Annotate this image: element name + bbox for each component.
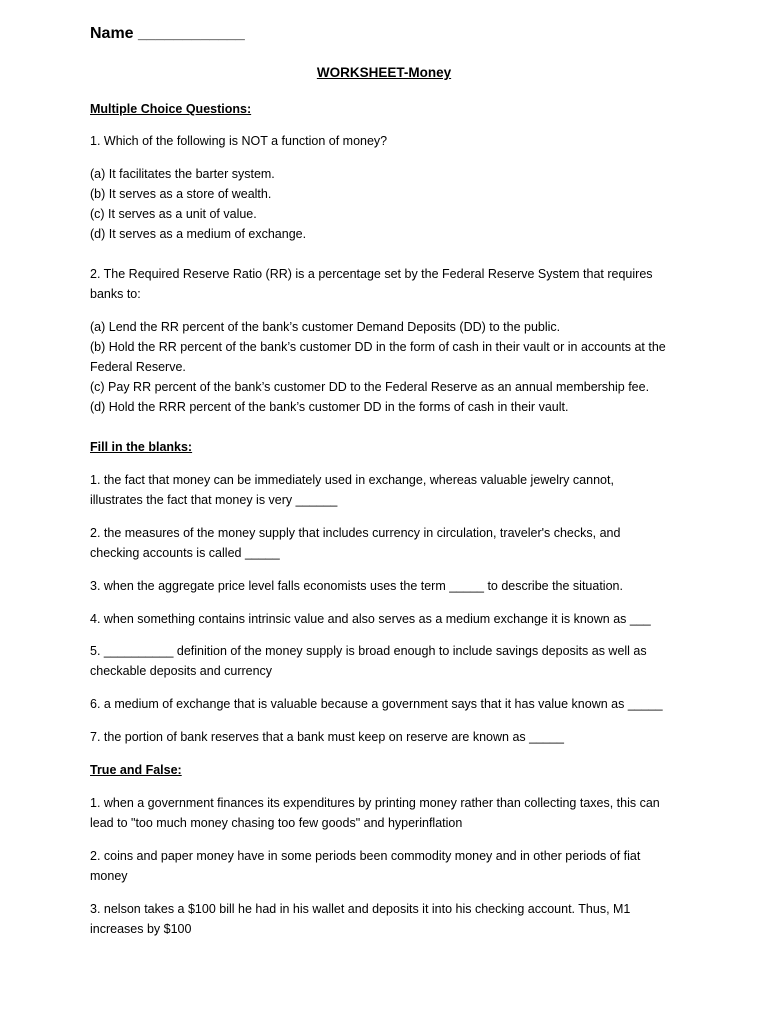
- mcq-q2-option-d: (d) Hold the RRR percent of the bank’s customer DD in the forms of cash in their vault.: [90, 400, 569, 414]
- fill-item-2-line-2: checking accounts is called _____: [90, 546, 280, 560]
- mcq-q2-option-c: (c) Pay RR percent of the bank’s customer DD to the Federal Reserve as an annual membership fee.: [90, 380, 650, 394]
- tf-item-3-line-1: 3. nelson takes a $100 bill he had in his wallet and deposits it into his checking account. Thus, M1: [90, 902, 631, 916]
- tf-item-3-line-2: increases by $100: [90, 922, 192, 936]
- tf-heading: True and False:: [90, 763, 182, 777]
- mcq-q1-stem: 1. Which of the following is NOT a function of money?: [90, 134, 388, 148]
- mcq-q2-option-a: (a) Lend the RR percent of the bank’s customer Demand Deposits (DD) to the public.: [90, 320, 561, 334]
- tf-item-1-line-2: lead to "too much money chasing too few goods" and hyperinflation: [90, 816, 463, 830]
- mcq-q2-stem-line-2: banks to:: [90, 287, 141, 301]
- fill-item-5-line-1: 5. __________ definition of the money supply is broad enough to include savings deposits as well as: [90, 644, 647, 658]
- fill-item-1-line-2: illustrates the fact that money is very ______: [90, 493, 338, 507]
- fill-item-2-line-1: 2. the measures of the money supply that includes currency in circulation, traveler's checks, and: [90, 526, 621, 540]
- mcq-q2-stem-line-1: 2. The Required Reserve Ratio (RR) is a percentage set by the Federal Reserve System that requires: [90, 267, 653, 281]
- name-field-label: Name ____________: [90, 25, 245, 42]
- tf-item-2-line-2: money: [90, 869, 128, 883]
- mcq-q2-option-b-line-1: (b) Hold the RR percent of the bank’s customer DD in the form of cash in their vault or in accounts at the: [90, 340, 666, 354]
- fill-item-3: 3. when the aggregate price level falls economists uses the term _____ to describe the situation.: [90, 579, 623, 593]
- worksheet-title: WORKSHEET-Money: [316, 65, 452, 80]
- fill-item-6: 6. a medium of exchange that is valuable because a government says that it has value known as _____: [90, 697, 663, 711]
- fill-item-1-line-1: 1. the fact that money can be immediately used in exchange, whereas valuable jewelry cannot,: [90, 473, 614, 487]
- mcq-q1-option-c: (c) It serves as a unit of value.: [90, 207, 257, 221]
- fill-item-7: 7. the portion of bank reserves that a bank must keep on reserve are known as _____: [90, 730, 564, 744]
- mcq-q2-option-b-line-2: Federal Reserve.: [90, 360, 186, 374]
- tf-item-2-line-1: 2. coins and paper money have in some periods been commodity money and in other periods of fiat: [90, 849, 641, 863]
- mcq-q1-option-d: (d) It serves as a medium of exchange.: [90, 227, 307, 241]
- fill-item-5-line-2: checkable deposits and currency: [90, 664, 273, 678]
- fill-heading: Fill in the blanks:: [90, 440, 193, 454]
- tf-item-1-line-1: 1. when a government finances its expenditures by printing money rather than collecting taxes, this can: [90, 796, 660, 810]
- mcq-q1-option-b: (b) It serves as a store of wealth.: [90, 187, 272, 201]
- mcq-heading: Multiple Choice Questions:: [90, 102, 252, 116]
- mcq-q1-option-a: (a) It facilitates the barter system.: [90, 167, 275, 181]
- fill-item-4: 4. when something contains intrinsic value and also serves as a medium exchange it is known as ___: [90, 612, 651, 626]
